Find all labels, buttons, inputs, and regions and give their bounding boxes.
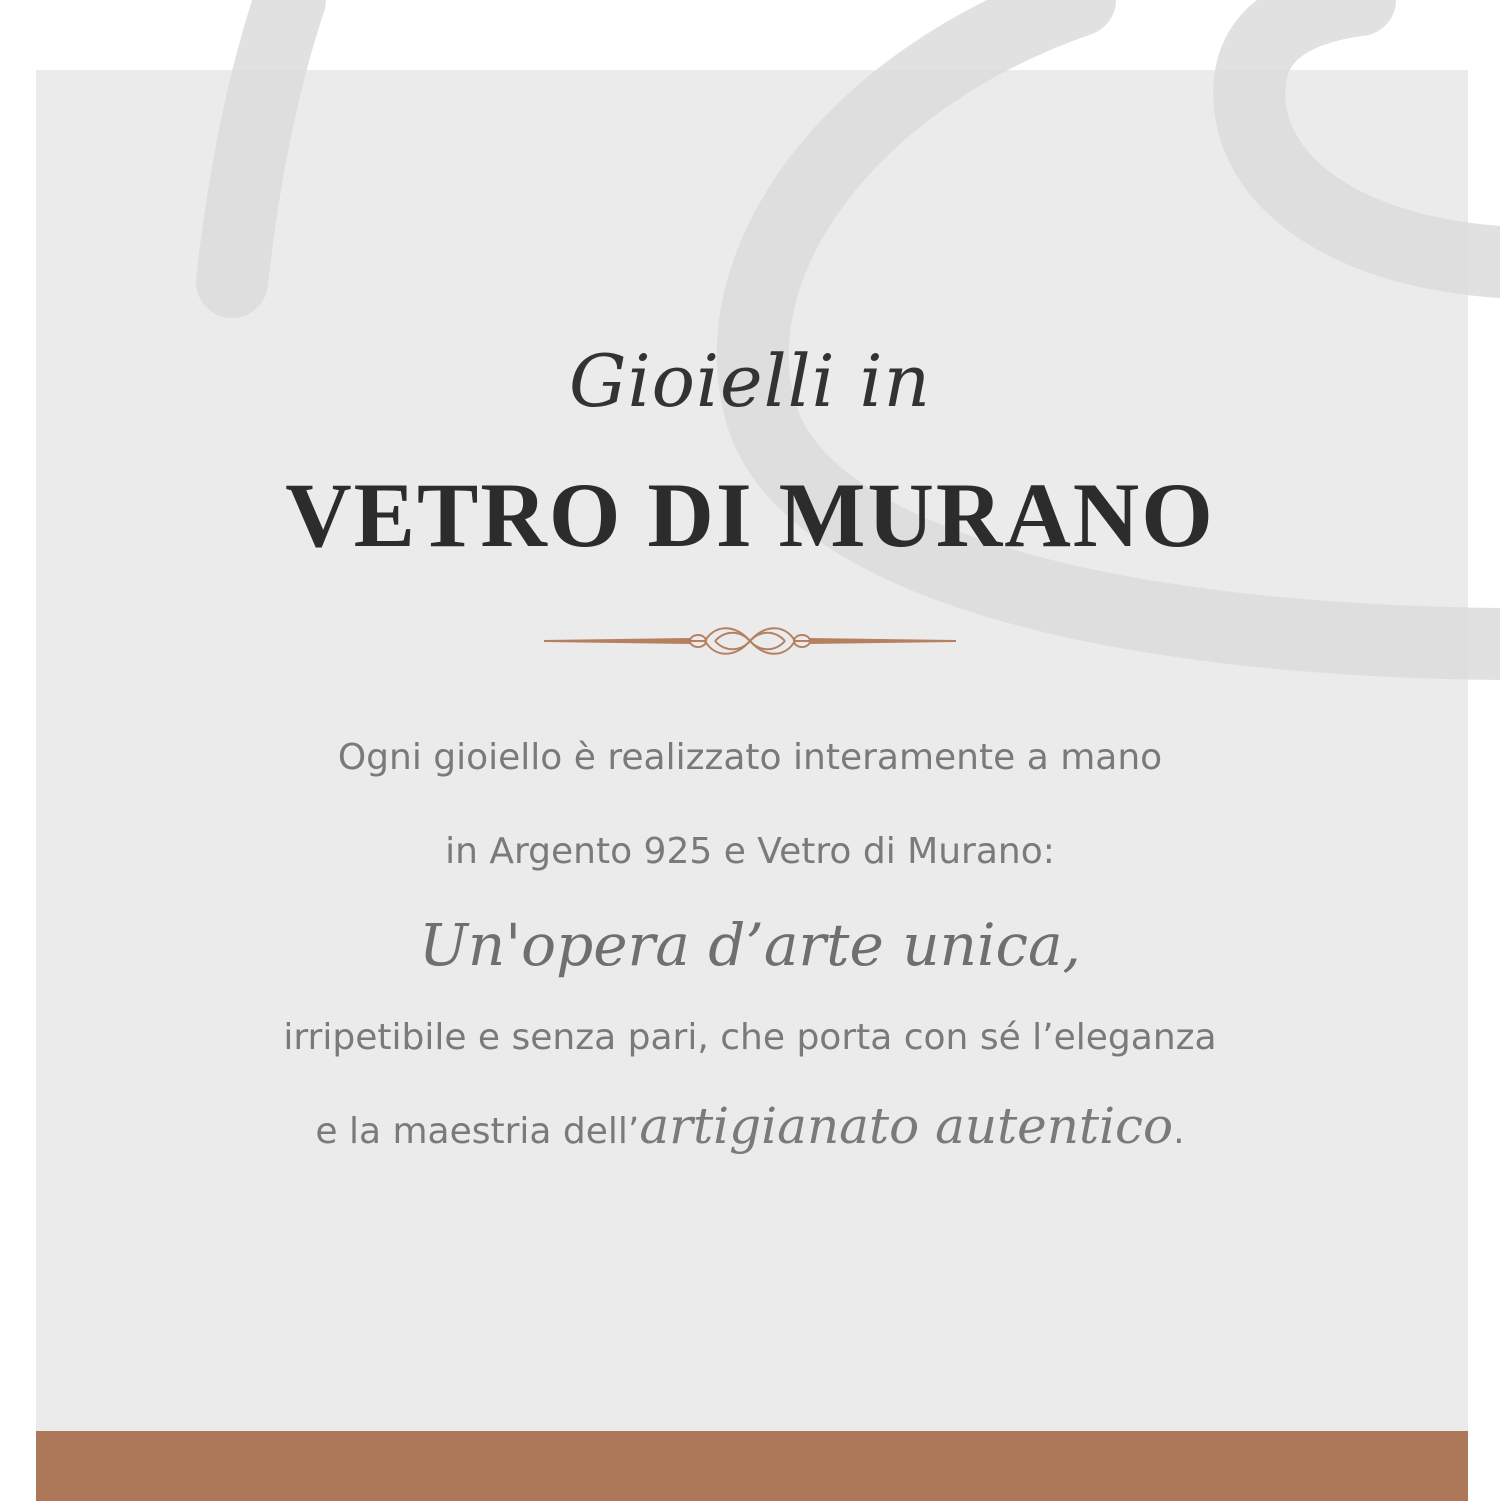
description-line-5 [0,1096,1500,1162]
description-line-1: Ogni gioiello è realizzato interamente a mano [337,737,1163,778]
bottom-accent-bar [36,1431,1468,1501]
line-5-suffix: . [1173,1111,1185,1152]
page-title: VETRO DI MURANO [285,464,1215,566]
line-5-script-phrase: artigianato autentico [639,1097,1174,1155]
description-line-4: irripetibile e senza pari, che porta con sé l’eleganza [283,1017,1217,1058]
description-line-2: in Argento 925 e Vetro di Murano: [445,831,1055,872]
script-subtitle: Gioielli in [569,339,931,423]
highlight-script-line: Un'opera d’arte unica, [419,911,1081,979]
decorative-divider-icon [540,616,960,666]
line-5-prefix: e la maestria dell’ [315,1111,640,1152]
